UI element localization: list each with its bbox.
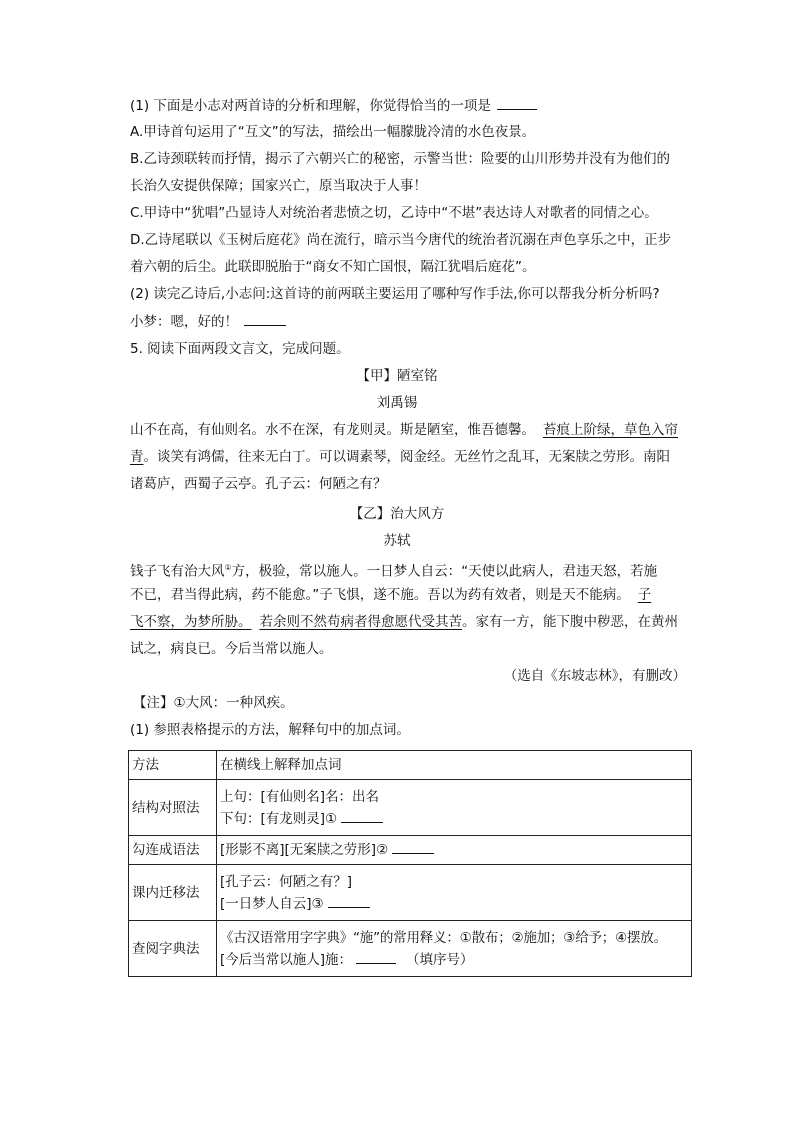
header-instruction: 在横线上解释加点词 bbox=[217, 751, 692, 780]
text-span: 钱子飞有治大风 bbox=[130, 563, 225, 580]
method-cell: 课内迁移法 bbox=[129, 865, 217, 921]
underlined-sentence: 苔痕上阶绿，草色入帘 bbox=[543, 422, 678, 438]
text-b-title: 【乙】治大风方 bbox=[349, 506, 445, 522]
cell-text: [形影不离][无案牍之劳形]② bbox=[220, 842, 389, 858]
cell-text: [一日梦人自云]③ bbox=[220, 895, 324, 912]
table-header-row bbox=[129, 751, 692, 780]
q4-sub1-stem bbox=[130, 95, 537, 116]
table-row bbox=[129, 836, 692, 865]
reply-text: 小梦：嗯，好的！ bbox=[130, 314, 238, 330]
q5-intro: 5. 阅读下面两段文言文，完成问题。 bbox=[130, 341, 350, 357]
method-table bbox=[128, 750, 692, 977]
text-b-line4: 试之，病良已。今后当常以施人。 bbox=[130, 641, 333, 657]
footnote-mark: ① bbox=[224, 563, 232, 572]
text-b-author: 苏轼 bbox=[383, 533, 411, 549]
q4-sub1-text: (1) 下面是小志对两首诗的分析和理解，你觉得恰当的一项是 bbox=[130, 98, 491, 114]
underlined-sentence: 青 bbox=[130, 449, 144, 465]
text-a-author: 刘禹锡 bbox=[376, 395, 418, 411]
cell-line: 《古汉语常用字字典》“施”的常用释义：①散布；②施加；③给予；④摆放。 bbox=[220, 929, 667, 946]
answer-blank[interactable] bbox=[328, 893, 370, 908]
method-cell: 结构对照法 bbox=[129, 780, 217, 836]
footnote: 【注】①大风：一种风疾。 bbox=[133, 695, 294, 711]
cell-line: 上句：[有仙则名]名：出名 bbox=[220, 788, 380, 805]
answer-blank[interactable] bbox=[497, 95, 537, 110]
answer-blank[interactable] bbox=[341, 808, 383, 823]
option-d-line2: 着六朝的后尘。此联即脱胎于“商女不知亡国恨，隔江犹唱后庭花”。 bbox=[130, 259, 536, 275]
cell-text: 下句：[有龙则灵]① bbox=[220, 810, 338, 827]
q4-sub2-reply bbox=[130, 311, 286, 332]
option-c: C.甲诗中“犹唱”凸显诗人对统治者悲愤之切，乙诗中“不堪”表达诗人对歌者的同情之心。 bbox=[130, 205, 658, 221]
text-span: 。家有一方，能下腹中秽恶，在黄州 bbox=[462, 614, 678, 630]
text-b-line3 bbox=[130, 612, 678, 632]
text-span: 方，极验，常以施人。一日梦人自云：“天使以此病人，君违天怒，若施 bbox=[231, 563, 658, 580]
text-b-line1 bbox=[130, 558, 657, 582]
method-cell: 查阅字典法 bbox=[129, 921, 217, 977]
underlined-sentence: 子 bbox=[637, 587, 652, 603]
cell-line bbox=[220, 949, 688, 971]
answer-blank[interactable] bbox=[392, 839, 434, 854]
text-span: 。谈笑有鸿儒，往来无白丁。可以调素琴，阅金经。无丝竹之乱耳，无案牍之劳形。南阳 bbox=[143, 449, 670, 465]
option-d-line1: D.乙诗尾联以《玉树后庭花》尚在流行，暗示当今唐代的统治者沉溺在声色享乐之中，正步 bbox=[130, 232, 672, 248]
answer-blank[interactable] bbox=[244, 311, 286, 326]
text-a-line3: 诸葛庐，西蜀子云亭。孔子云：何陋之有？ bbox=[130, 476, 387, 492]
cell-line: [孔子云：何陋之有？] bbox=[220, 873, 353, 890]
text-span: 不已，君当得此病，药不能愈。”子飞惧，遂不施。吾以为药有效者，则是天不能病。 bbox=[130, 587, 630, 603]
underlined-sentence: 若余则不然苟病者得愈愿代受其苦 bbox=[259, 614, 462, 630]
table-row bbox=[129, 921, 692, 977]
q4-sub2-stem: (2) 读完乙诗后,小志问:这首诗的前两联主要运用了哪种写作手法,你可以帮我分析分析吗? bbox=[130, 286, 660, 302]
option-b-line1: B.乙诗颈联转而抒情，揭示了六朝兴亡的秘密，示警当世：险要的山川形势并没有为他们的 bbox=[130, 151, 671, 167]
header-method: 方法 bbox=[129, 751, 217, 780]
answer-blank[interactable] bbox=[356, 949, 396, 964]
table-row bbox=[129, 780, 692, 836]
text-b-line2 bbox=[130, 585, 651, 605]
option-b-line2: 长治久安提供保障；国家兴亡，原当取决于人事！ bbox=[130, 178, 427, 194]
text-a-title: 【甲】陋室铭 bbox=[356, 368, 438, 384]
table-row bbox=[129, 865, 692, 921]
text-a-line2 bbox=[130, 447, 670, 467]
underlined-sentence: 飞不察，为梦所胁。 bbox=[130, 614, 252, 630]
q5-sub1-stem: (1) 参照表格提示的方法，解释句中的加点词。 bbox=[130, 722, 410, 738]
cell-line bbox=[220, 893, 688, 915]
content-cell bbox=[217, 865, 692, 921]
content-cell bbox=[217, 780, 692, 836]
source-citation: （选自《东坡志林》，有删改） bbox=[503, 668, 686, 684]
method-cell: 勾连成语法 bbox=[129, 836, 217, 865]
option-a: A.甲诗首句运用了“互文”的写法，描绘出一幅朦胧冷清的水色夜景。 bbox=[130, 124, 536, 140]
text-a-line1 bbox=[130, 420, 678, 440]
content-cell bbox=[217, 921, 692, 977]
cell-text: [今后当常以施人]施： bbox=[220, 951, 353, 968]
cell-suffix: （填序号） bbox=[406, 951, 474, 968]
text-span: 山不在高，有仙则名。水不在深，有龙则灵。斯是陋室，惟吾德馨。 bbox=[130, 422, 535, 438]
content-cell bbox=[217, 836, 692, 865]
cell-line bbox=[220, 808, 688, 830]
